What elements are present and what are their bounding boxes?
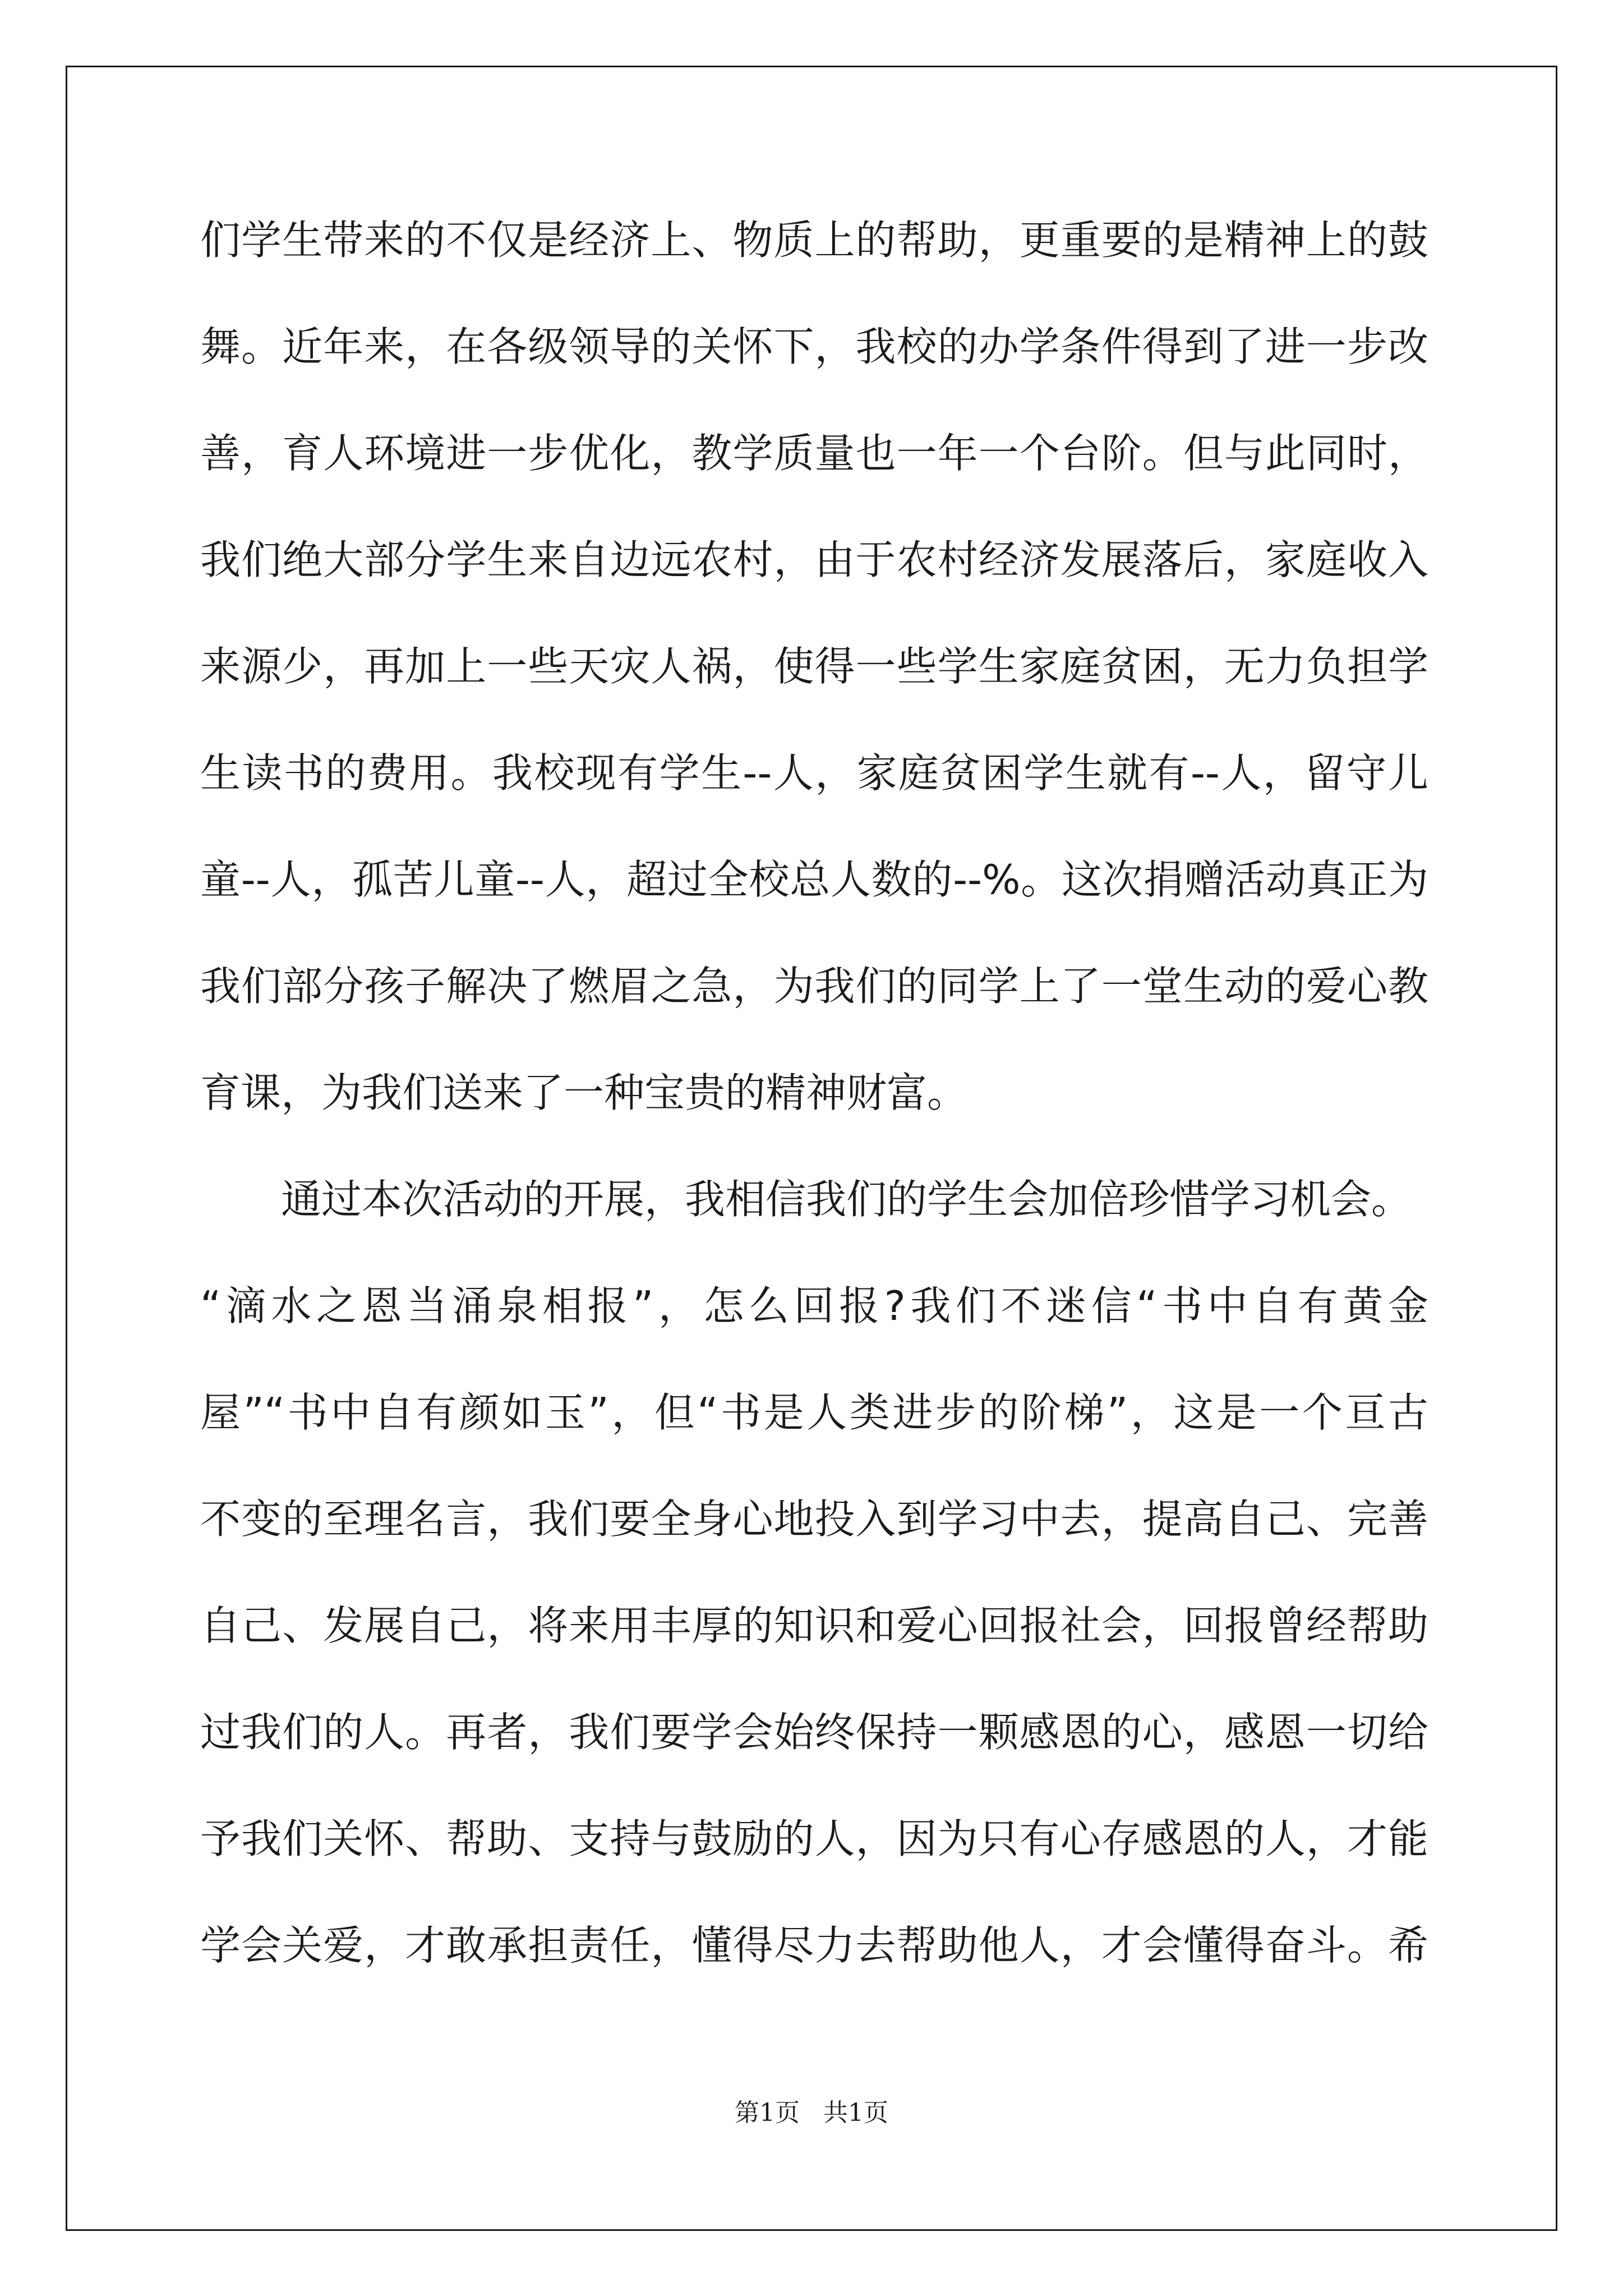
paragraph-2-line-3: 屋”“书中自有颜如玉”，但“书是人类进步的阶梯”，这是一个亘古 [200,1389,1428,1436]
paragraph-1-line-9: 育课，为我们送来了一种宝贵的精神财富。 [200,1069,968,1116]
paragraph-2-line-1: 通过本次活动的开展，我相信我们的学生会加倍珍惜学习机会。 [281,1176,1412,1223]
page-number-footer: 第1页 共1页 [735,2099,888,2127]
paragraph-1-line-1: 们学生带来的不仅是经济上、物质上的帮助，更重要的是精神上的鼓 [200,217,1428,264]
paragraph-1-line-2: 舞。近年来，在各级领导的关怀下，我校的办学条件得到了进一步改 [200,323,1428,370]
document-body [200,212,1428,2024]
paragraph-1-line-8: 我们部分孩子解决了燃眉之急，为我们的同学上了一堂生动的爱心教 [200,963,1428,1010]
paragraph-1-line-6: 生读书的费用。我校现有学生--人，家庭贫困学生就有--人，留守儿 [200,749,1428,797]
paragraph-2-line-7: 予我们关怀、帮助、支持与鼓励的人，因为只有心存感恩的人，才能 [200,1815,1428,1862]
paragraph-2-line-6: 过我们的人。再者，我们要学会始终保持一颗感恩的心，感恩一切给 [200,1709,1428,1756]
paragraph-2-line-8: 学会关爱，才敢承担责任，懂得尽力去帮助他人，才会懂得奋斗。希 [200,1922,1428,1969]
paragraph-1-line-4: 我们绝大部分学生来自边远农村，由于农村经济发展落后，家庭收入 [200,536,1428,583]
paragraph-2-line-2: “滴水之恩当涌泉相报”，怎么回报?我们不迷信“书中自有黄金 [200,1282,1428,1329]
paragraph-2-line-5: 自己、发展自己，将来用丰厚的知识和爱心回报社会，回报曾经帮助 [200,1602,1428,1649]
paragraph-1-line-7: 童--人，孤苦儿童--人，超过全校总人数的--%。这次捐赠活动真正为 [200,856,1428,903]
paragraph-1-line-3: 善，育人环境进一步优化，教学质量也一年一个台阶。但与此同时， [200,430,1428,477]
paragraph-1-line-5: 来源少，再加上一些天灾人祸，使得一些学生家庭贫困，无力负担学 [200,643,1428,690]
paragraph-2-line-4: 不变的至理名言，我们要全身心地投入到学习中去，提高自己、完善 [200,1496,1428,1543]
